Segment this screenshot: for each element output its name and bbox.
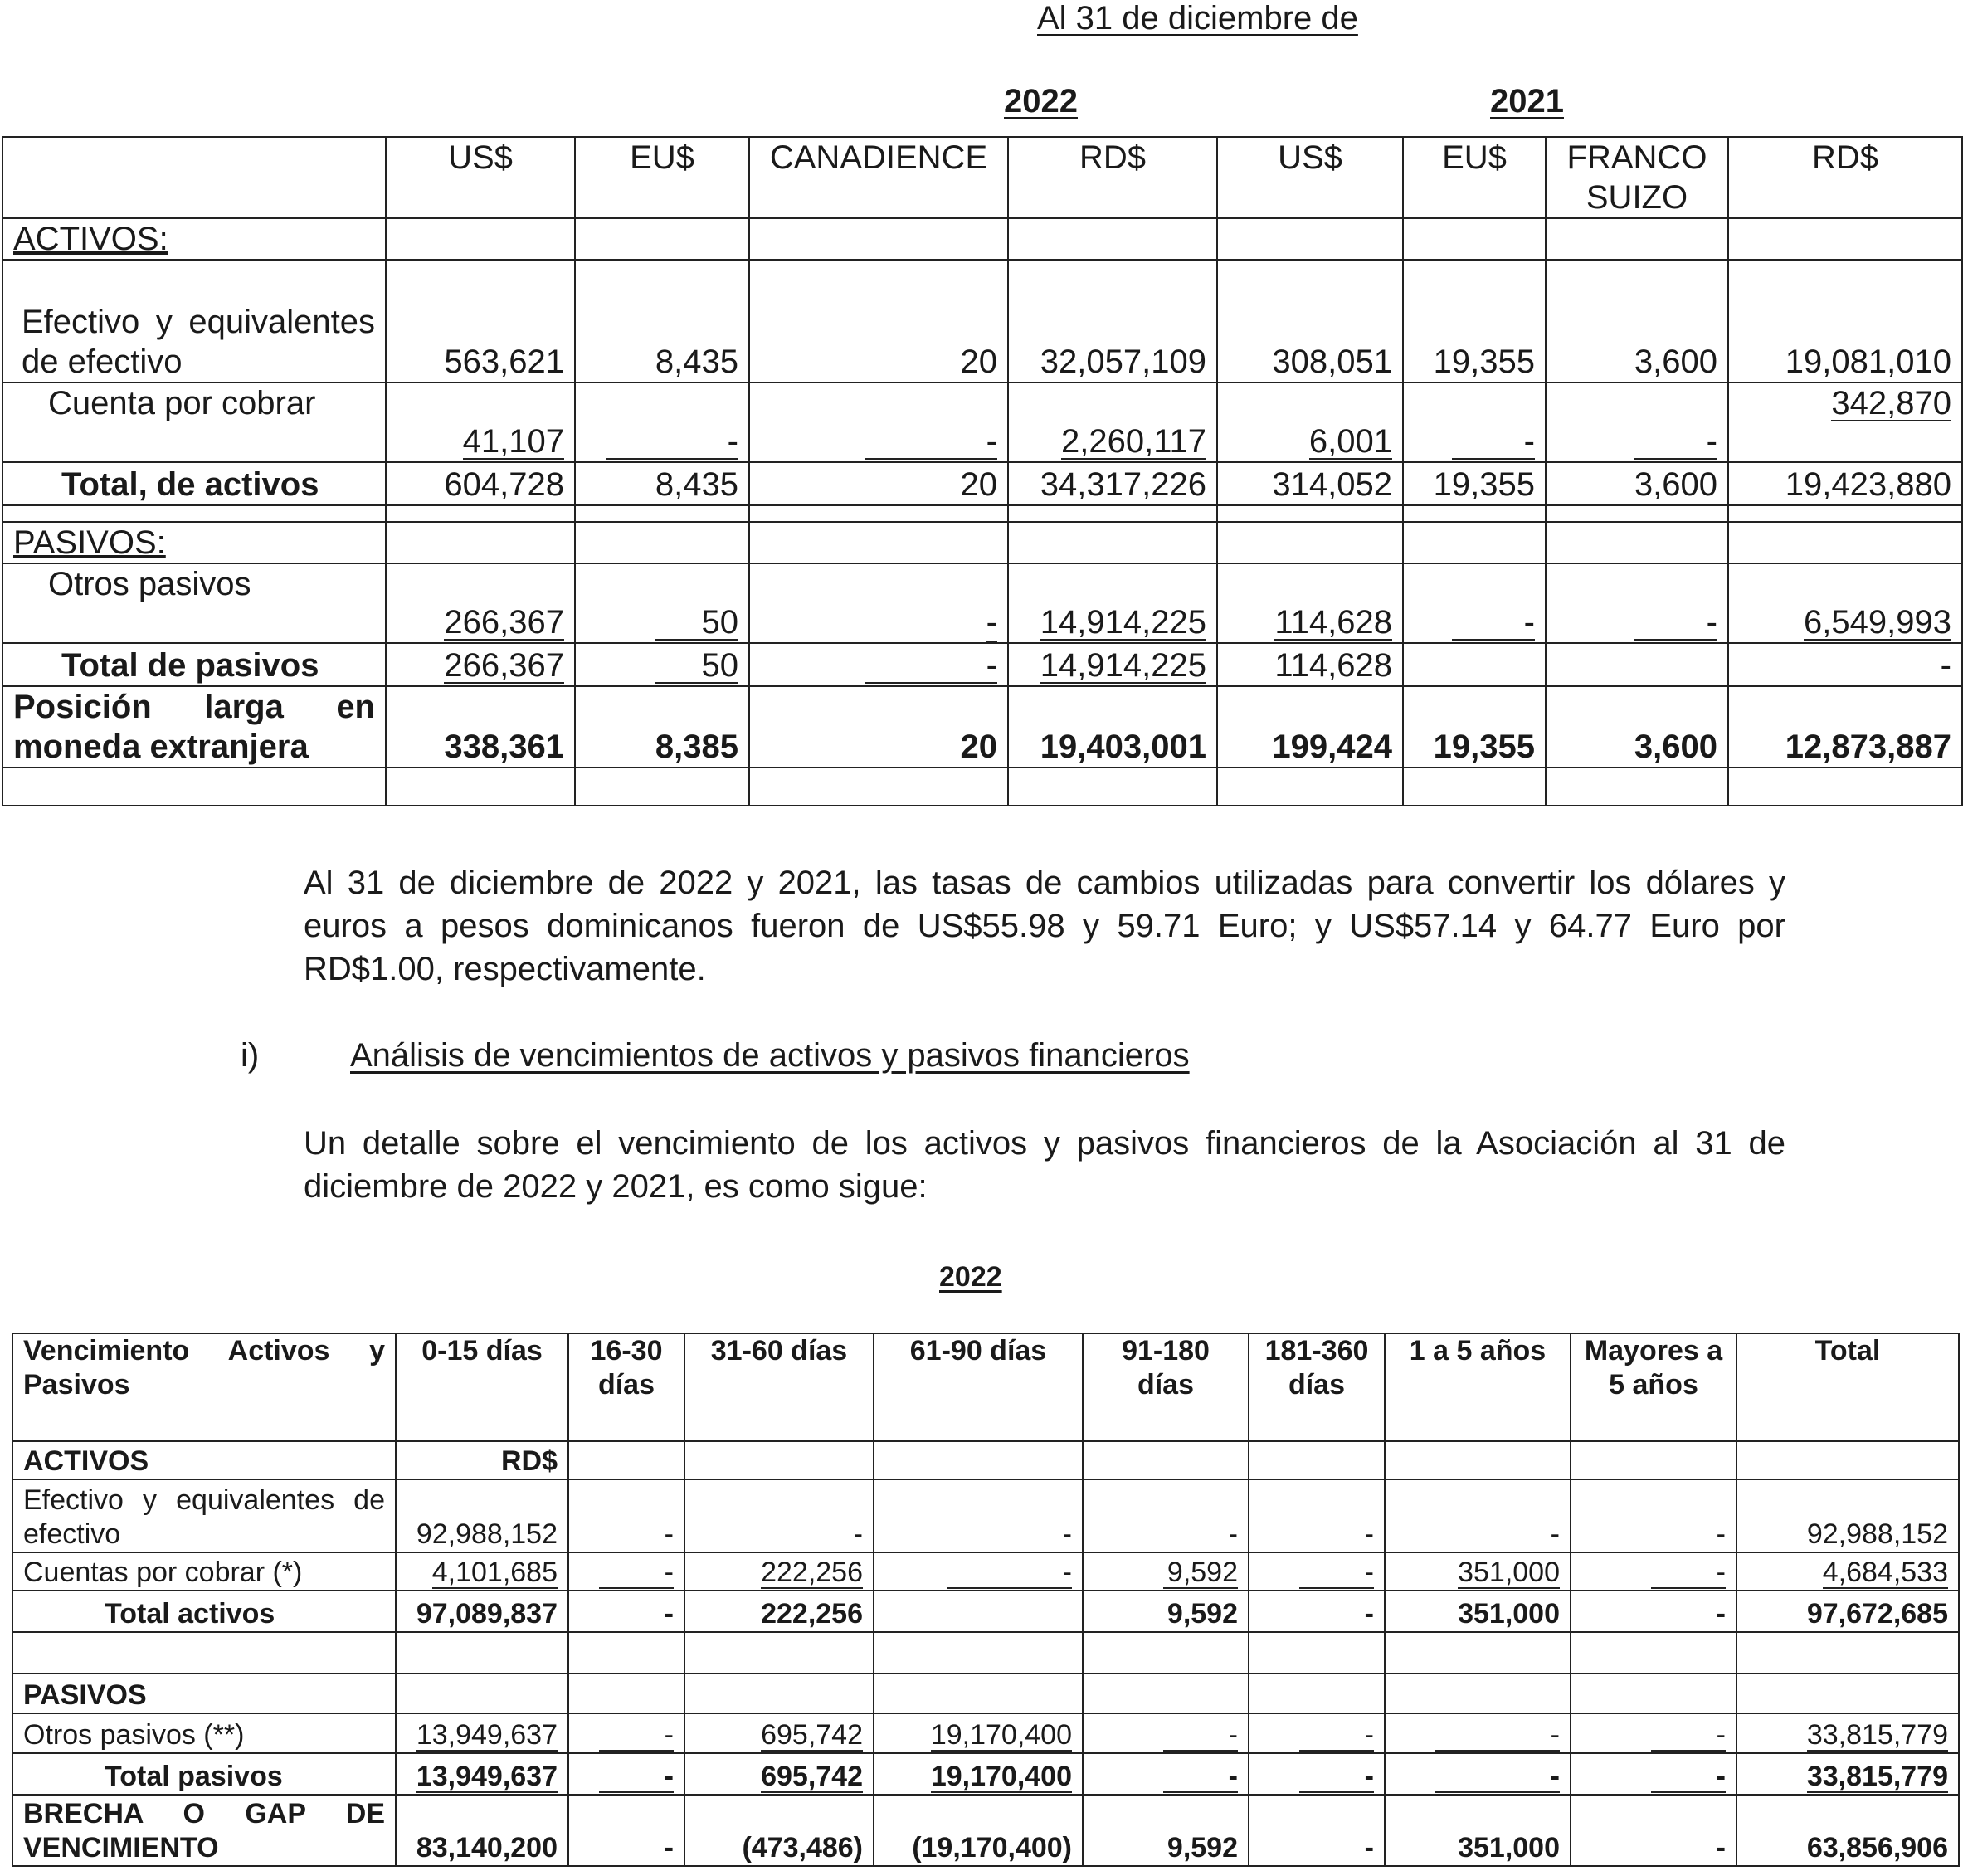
mat-activos-label: ACTIVOS	[12, 1441, 396, 1479]
mat-cell: 9,592	[1083, 1795, 1249, 1866]
fx-cell: 342,870	[1728, 383, 1962, 462]
mat-efectivo-label: Efectivo y equivalentes de efectivo	[12, 1479, 396, 1552]
mat-cell: -	[1385, 1753, 1571, 1795]
mat-cell: -	[1249, 1479, 1385, 1552]
mat-cell: -	[1083, 1479, 1249, 1552]
mat-cell: 351,000	[1385, 1591, 1571, 1632]
mat-cell: 9,592	[1083, 1552, 1249, 1591]
mat-total-pasivos-row	[12, 1753, 1959, 1795]
fx-cell: 114,628	[1217, 563, 1403, 643]
mat-cell: -	[1571, 1479, 1736, 1552]
detail-paragraph: Un detalle sobre el vencimiento de los activos y pasivos financieros de la Asociación al 31 de diciembre de 2022 y 2021, es como sigue:	[304, 1125, 1785, 1205]
fx-year-2022: 2022	[1004, 83, 1078, 119]
mat-cell: -	[1249, 1591, 1385, 1632]
mat-cell: -	[1249, 1753, 1385, 1795]
fx-pasivos-label: PASIVOS:	[2, 522, 386, 563]
section-i-title: Análisis de vencimientos de activos y pasivos financieros	[350, 1037, 1190, 1074]
mat-header-row	[12, 1333, 1959, 1441]
mat-cell: 33,815,779	[1736, 1713, 1959, 1753]
rates-paragraph: Al 31 de diciembre de 2022 y 2021, las tasas de cambios utilizadas para convertir los dólares y euros a pesos dominicanos fueron de US$55.98 y 59.71 Euro; y US$57.14 y 64.77 Euro por RD$1.00, respectivamente.	[304, 865, 1785, 987]
mat-cell: (19,170,400)	[874, 1795, 1083, 1866]
mat-cell: 351,000	[1385, 1552, 1571, 1591]
mat-col-header: 16-30 días	[568, 1333, 684, 1441]
mat-cell: 351,000	[1385, 1795, 1571, 1866]
mat-cell: -	[568, 1713, 684, 1753]
mat-total-pasivos-label: Total pasivos	[12, 1753, 396, 1795]
mat-cell: 4,684,533	[1736, 1552, 1959, 1591]
fx-cell: 314,052	[1217, 462, 1403, 505]
mat-cell: 13,949,637	[396, 1753, 568, 1795]
fx-otros-pasivos-row	[2, 563, 1962, 643]
mat-total-activos-row	[12, 1591, 1959, 1632]
mat-cell: 13,949,637	[396, 1713, 568, 1753]
fx-cell: 8,385	[575, 686, 749, 767]
mat-gap-row	[12, 1795, 1959, 1866]
mat-cell: -	[568, 1795, 684, 1866]
mat-col-header: 61-90 días	[874, 1333, 1083, 1441]
fx-cell: 3,600	[1546, 260, 1728, 383]
mat-col-header: 91-180 días	[1083, 1333, 1249, 1441]
fx-activos-label: ACTIVOS:	[2, 218, 386, 260]
mat-cell	[874, 1591, 1083, 1632]
fx-cell	[1546, 643, 1728, 686]
fx-cell: 6,549,993	[1728, 563, 1962, 643]
fx-cell: 114,628	[1217, 643, 1403, 686]
fx-cell: 19,403,001	[1008, 686, 1217, 767]
fx-cell: 19,355	[1403, 462, 1546, 505]
fx-activos-row	[2, 218, 1962, 260]
mat-cell: 19,170,400	[874, 1713, 1083, 1753]
mat-efectivo-row	[12, 1479, 1959, 1552]
section-i-marker: i)	[241, 1037, 260, 1074]
mat-cell: -	[568, 1591, 684, 1632]
mat-col-header: Mayores a 5 años	[1571, 1333, 1736, 1441]
fx-col-header: EU$	[575, 137, 749, 218]
mat-col-header: 181-360 días	[1249, 1333, 1385, 1441]
mat-cell: -	[1571, 1713, 1736, 1753]
mat-cell: 222,256	[684, 1591, 874, 1632]
mat-spacer-row	[12, 1632, 1959, 1674]
fx-efectivo-label: Efectivo y equivalentes de efectivo	[2, 260, 386, 383]
fx-cell: 3,600	[1546, 686, 1728, 767]
fx-spacer-row	[2, 767, 1962, 806]
mat-cell: 222,256	[684, 1552, 874, 1591]
fx-cell: -	[1546, 563, 1728, 643]
mat-cell: -	[684, 1479, 874, 1552]
fx-cell: 266,367	[386, 643, 575, 686]
fx-cell: 8,435	[575, 462, 749, 505]
mat-cell: -	[568, 1753, 684, 1795]
fx-cell: 266,367	[386, 563, 575, 643]
mat-cell: 9,592	[1083, 1591, 1249, 1632]
mat-cell: 19,170,400	[874, 1753, 1083, 1795]
fx-total-pasivos-label: Total de pasivos	[2, 643, 386, 686]
mat-cell: -	[874, 1552, 1083, 1591]
fx-header-blank	[2, 137, 386, 218]
fx-cell: -	[749, 563, 1008, 643]
fx-cxc-row	[2, 383, 1962, 462]
mat-total-activos-label: Total activos	[12, 1591, 396, 1632]
fx-cell: -	[1403, 383, 1546, 462]
fx-cell: 20	[749, 462, 1008, 505]
mat-gap-label: BRECHA O GAP DE VENCIMIENTO	[12, 1795, 396, 1866]
fx-cell: 19,081,010	[1728, 260, 1962, 383]
fx-cxc-label: Cuenta por cobrar	[2, 383, 386, 462]
mat-cell: -	[568, 1479, 684, 1552]
mat-col-header: 31-60 días	[684, 1333, 874, 1441]
fx-col-header: FRANCO SUIZO	[1546, 137, 1728, 218]
fx-cell: 50	[575, 643, 749, 686]
fx-cell: 199,424	[1217, 686, 1403, 767]
mat-cell: -	[1249, 1713, 1385, 1753]
fx-cell: -	[749, 643, 1008, 686]
fx-cell: 6,001	[1217, 383, 1403, 462]
mat-cell: -	[1571, 1591, 1736, 1632]
maturity-year: 2022	[939, 1261, 1002, 1293]
fx-cell: 19,355	[1403, 260, 1546, 383]
fx-cell: 338,361	[386, 686, 575, 767]
fx-cell	[1403, 643, 1546, 686]
mat-cell: 695,742	[684, 1753, 874, 1795]
mat-col-header: Vencimiento Activos y Pasivos	[12, 1333, 396, 1441]
mat-cell: -	[1571, 1795, 1736, 1866]
fx-heading: Al 31 de diciembre de	[1037, 0, 1358, 37]
fx-cell: 604,728	[386, 462, 575, 505]
mat-cell: 92,988,152	[1736, 1479, 1959, 1552]
mat-cxc-label: Cuentas por cobrar (*)	[12, 1552, 396, 1591]
fx-position-table	[2, 136, 1963, 806]
fx-cell: 50	[575, 563, 749, 643]
fx-spacer-row	[2, 505, 1962, 522]
mat-cell: 4,101,685	[396, 1552, 568, 1591]
fx-posicion-row	[2, 686, 1962, 767]
fx-otros-pasivos-label: Otros pasivos	[2, 563, 386, 643]
fx-total-pasivos-row	[2, 643, 1962, 686]
mat-cell: 92,988,152	[396, 1479, 568, 1552]
fx-cell: -	[1728, 643, 1962, 686]
mat-col-header: 0-15 días	[396, 1333, 568, 1441]
mat-col-header: 1 a 5 años	[1385, 1333, 1571, 1441]
mat-cell: 83,140,200	[396, 1795, 568, 1866]
mat-cell: -	[1249, 1552, 1385, 1591]
fx-cell: 563,621	[386, 260, 575, 383]
mat-cell: -	[1083, 1713, 1249, 1753]
mat-cell: -	[1385, 1713, 1571, 1753]
mat-cell: -	[1571, 1753, 1736, 1795]
fx-cell: 20	[749, 260, 1008, 383]
fx-cell: 14,914,225	[1008, 563, 1217, 643]
fx-pasivos-row	[2, 522, 1962, 563]
mat-cell: -	[568, 1552, 684, 1591]
mat-cell: -	[1249, 1795, 1385, 1866]
mat-cell: 63,856,906	[1736, 1795, 1959, 1866]
fx-cell: 41,107	[386, 383, 575, 462]
mat-currency: RD$	[396, 1441, 568, 1479]
mat-pasivos-label: PASIVOS	[12, 1674, 396, 1713]
fx-header-row	[2, 137, 1962, 218]
mat-cell: 695,742	[684, 1713, 874, 1753]
mat-cell: -	[1385, 1479, 1571, 1552]
fx-cell: 19,355	[1403, 686, 1546, 767]
fx-col-header: RD$	[1728, 137, 1962, 218]
fx-cell: 8,435	[575, 260, 749, 383]
fx-year-2021: 2021	[1490, 83, 1564, 119]
mat-col-header: Total	[1736, 1333, 1959, 1441]
fx-cell: 14,914,225	[1008, 643, 1217, 686]
mat-otros-pasivos-row	[12, 1713, 1959, 1753]
fx-cell: 34,317,226	[1008, 462, 1217, 505]
mat-cell: (473,486)	[684, 1795, 874, 1866]
mat-cell: 97,672,685	[1736, 1591, 1959, 1632]
mat-cell: -	[874, 1479, 1083, 1552]
fx-cell: 2,260,117	[1008, 383, 1217, 462]
fx-efectivo-row	[2, 260, 1962, 383]
fx-total-activos-row	[2, 462, 1962, 505]
fx-cell: 20	[749, 686, 1008, 767]
mat-cxc-row	[12, 1552, 1959, 1591]
fx-cell: 3,600	[1546, 462, 1728, 505]
fx-cell: 12,873,887	[1728, 686, 1962, 767]
mat-cell: -	[1083, 1753, 1249, 1795]
fx-cell: 308,051	[1217, 260, 1403, 383]
fx-cell: 19,423,880	[1728, 462, 1962, 505]
fx-total-activos-label: Total, de activos	[2, 462, 386, 505]
fx-col-header: CANADIENCE	[749, 137, 1008, 218]
maturity-table	[12, 1333, 1960, 1867]
mat-cell: 97,089,837	[396, 1591, 568, 1632]
fx-cell: -	[749, 383, 1008, 462]
mat-otros-pasivos-label: Otros pasivos (**)	[12, 1713, 396, 1753]
fx-cell: -	[575, 383, 749, 462]
fx-cell: 32,057,109	[1008, 260, 1217, 383]
fx-cell: -	[1546, 383, 1728, 462]
mat-activos-row	[12, 1441, 1959, 1479]
fx-posicion-label: Posición larga en moneda extranjera	[2, 686, 386, 767]
mat-cell: -	[1571, 1552, 1736, 1591]
fx-cell: -	[1403, 563, 1546, 643]
mat-pasivos-row	[12, 1674, 1959, 1713]
mat-cell: 33,815,779	[1736, 1753, 1959, 1795]
fx-col-header: EU$	[1403, 137, 1546, 218]
fx-col-header: RD$	[1008, 137, 1217, 218]
fx-col-header: US$	[386, 137, 575, 218]
fx-col-header: US$	[1217, 137, 1403, 218]
